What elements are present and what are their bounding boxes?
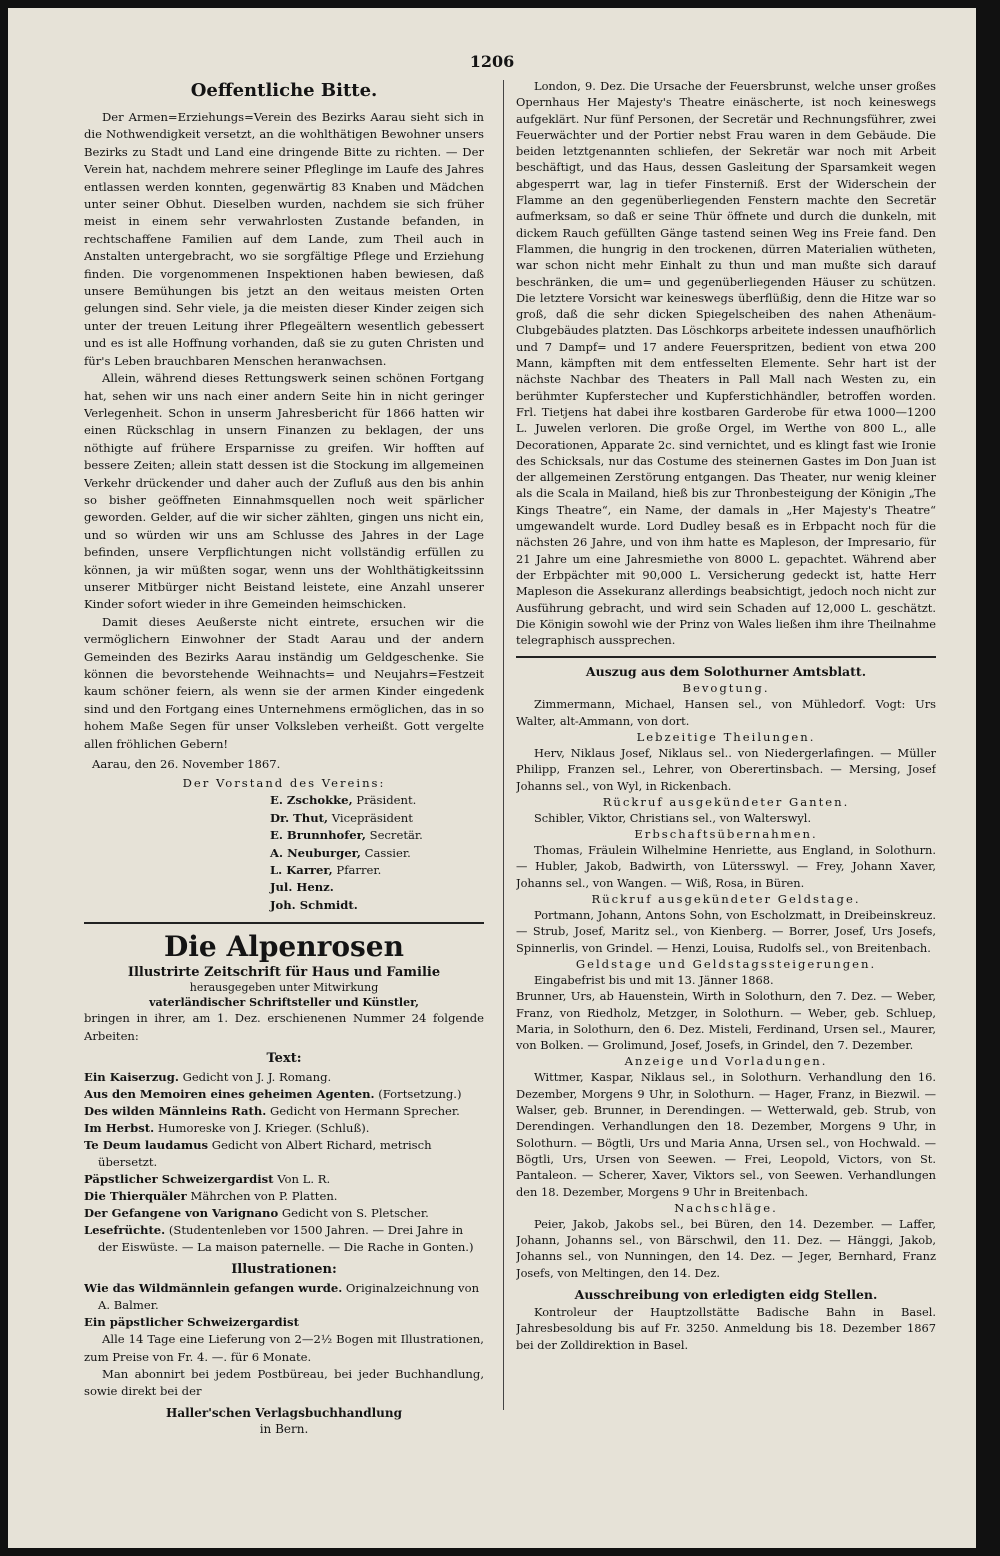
left-column xyxy=(84,78,484,1478)
list-item: Die Thierquäler Mährchen von P. Platten. xyxy=(84,1189,338,1204)
section-text: Thomas, Fräulein Wilhelmine Henriette, aus England, in Solothurn. — Hubler, Jakob, Badwirth, von Lütersswyl. — Frey, Johann Xaver, Johanns sel., von Wangen. — Wiß, Rosa, in Büren. xyxy=(516,843,936,890)
list-item: Der Gefangene von Varignano Gedicht von S. Pletscher. xyxy=(84,1206,429,1221)
section-text: Wittmer, Kaspar, Niklaus sel., in Solothurn. Verhandlung den 16. Dezember, Morgens 9 Uhr, in Solothurn. — Hager, Franz, in Biezwil. — Walser, geb. Brunner, in Derendingen. — Wetterwald, geb. Strub, von Derendingen. Verhandlungen den 18. Dezember, Morgens 9 Uhr, in Solothurn. — Bögtli, Urs und Maria Anna, Ursen sel., von Hochwald. — Bögtli, Urs, Ursen von Seewen. — Frei, Leopold, Victors, von St. Pantaleon. — Scherer, Xaver, Viktors sel., von Seewen. Verhandlungen den 18. Dezember, Morgens 9 Uhr in Breitenbach. xyxy=(516,1070,936,1199)
vacancy-heading: Ausschreibung von erledigten eidg Stellen. xyxy=(574,1287,878,1302)
section-text: Zimmermann, Michael, Hansen sel., von Mühledorf. Vogt: Urs Walter, alt-Ammann, von dort. xyxy=(516,697,936,728)
column-rule xyxy=(503,80,504,1410)
section-heading: Bevogtung. xyxy=(682,681,770,696)
ad-title: Die Alpenrosen xyxy=(164,930,404,964)
board-member: L. Karrer, Pfarrer. xyxy=(270,863,382,878)
ad-subtitle: Illustrirte Zeitschrift für Haus und Familie xyxy=(127,965,441,981)
publisher-city: in Bern. xyxy=(259,1421,309,1436)
newspaper-page xyxy=(8,8,976,1548)
section-text: Herv, Niklaus Josef, Niklaus sel.. von Niedergerlafingen. — Müller Philipp, Franzen sel., Lehrer, von Oberertinsbach. — Mersing, Josef Johanns sel., von Wyl, in Rickenbach. xyxy=(516,745,936,793)
board-member: E. Zschokke, Präsident. xyxy=(270,793,417,808)
list-item: Im Herbst. Humoreske von J. Krieger. (Schluß). xyxy=(84,1121,370,1136)
illustrations-heading: Illustrationen: xyxy=(231,1262,337,1278)
board-member: A. Neuburger, Cassier. xyxy=(270,845,411,860)
divider xyxy=(84,922,484,924)
list-item: Wie das Wildmännlein gefangen wurde. Originalzeichnung von A. Balmer. xyxy=(84,1281,480,1313)
list-item: Ein Kaiserzug. Gedicht von J. J. Romang. xyxy=(84,1070,332,1085)
ad-note: herausgegeben unter Mitwirkung xyxy=(189,981,379,995)
appeal-paragraph: Damit dieses Aeußerste nicht eintrete, ersuchen wir die vermöglichern Einwohner der Stadt Aarau und der andern Gemeinden des Bezirks Aarau inständig um Geldgeschenke. Sie können die bevorstehende Weihnachts= und Neujahrs=Festzeit kaum schöner feiern, als wenn sie der armen Kinder eingedenk sind und den Fortgang eines Unternehmens ermöglichen, das in so hohem Maße Segen für unser Volksleben verheißt. Gott vergelte allen fröhlichen Gebern! xyxy=(84,614,484,751)
list-item: Lesefrüchte. (Studentenleben vor 1500 Jahren. — Drei Jahre in der Eiswüste. — La maison paternelle. — Die Rache in Gonten.) xyxy=(84,1223,474,1255)
ad-note: vaterländischer Schriftsteller und Künstler, xyxy=(149,996,419,1010)
section-heading: Rückruf ausgekündeter Ganten. xyxy=(602,794,850,809)
section-heading: Nachschläge. xyxy=(674,1200,778,1215)
appeal-title: Oeffentliche Bitte. xyxy=(190,80,378,101)
section-heading: Lebzeitige Theilungen. xyxy=(636,729,816,744)
section-heading: Anzeige und Vorladungen. xyxy=(624,1054,828,1069)
board-intro: Der Vorstand des Vereins: xyxy=(182,776,386,791)
ad-body: Man abonnirt bei jedem Postbüreau, bei jeder Buchhandlung, sowie direkt bei der xyxy=(84,1366,484,1399)
appeal-paragraph: Allein, während dieses Rettungswerk seinen schönen Fortgang hat, sehen wir uns nach einer andern Seite hin in nicht geringer Verlegenheit. Schon in unserm Jahresbericht für 1866 hatten wir einen Rückschlag in unsern Finanzen zu beklagen, der uns nöthigte auf früherе Ersparnisse zu greifen. Wir hofften auf bessere Zeiten; allein statt dessen ist die Stockung im allgemeinen Verkehr drückender und daher auch der Zufluß aus den bis anhin so bisher geöffneten Einnahmsquellen noch weit spärlicher geworden. Gelder, auf die wir sicher zählten, gingen uns nicht ein, und so würden wir uns am Schlusse des Jahres in der Lage befinden, unsere Verpflichtungen nicht vollständig erfüllen zu können, ja wir müßten sogar, wenn uns der Wohlthätigkeitssinn unserer Mitbürger nicht Beistand leistete, eine Anzahl unserer Kinder sofort wieder in ihre Gemeinden heimschicken. xyxy=(84,371,484,612)
list-item: Aus den Memoiren eines geheimen Agenten. (Fortsetzung.) xyxy=(84,1087,462,1102)
section-heading: Geldstage und Geldstagssteigerungen. xyxy=(575,956,877,971)
text-heading: Text: xyxy=(266,1051,302,1067)
right-column xyxy=(516,78,936,1388)
ad-intro: bringen in ihrer, am 1. Dez. erschienenen Nummer 24 folgende Arbeiten: xyxy=(84,1011,484,1043)
section-heading: Rückruf ausgekündeter Geldstage. xyxy=(591,892,861,907)
section-text: Eingabefrist bis und mit 13. Jänner 1868. Brunner, Urs, ab Hauenstein, Wirth in Solothurn, den 7. Dez. — Weber, Franz, von Riedholz, Metzger, in Solothurn. — Weber, geb. Schluep, Maria, in Solothurn, den 6. Dez. Misteli, Ferdinand, Ursen sel., Maurer, von Bolken. — Grolimund, Josef, Josefs, in Grindel, den 7. Dezember. xyxy=(516,972,936,1053)
board-member: Joh. Schmidt. xyxy=(270,897,358,912)
appeal-paragraph: Der Armen=Erziehungs=Verein des Bezirks Aarau sieht sich in die Nothwendigkeit versetzt, an die wohlthätigen Bewohner unsers Bezirks zu Stadt und Land eine dringende Bitte zu richten. — Der Verein hat, nachdem mehrere seiner Pfleglinge im Laufe des Jahres entlassen werden konnten, gegenwärtig 83 Knaben und Mädchen unter seiner Obhut. Dieselben wurden, nachdem sie sich früher meist in einem sehr verwahrlosten Zustande befanden, in rechtschaffene Familien auf dem Lande, zum Theil auch in Anstalten untergebracht, wo sie sorgfältige Pflege und Erziehung finden. Die vorgenommenen Inspektionen haben bewiesen, daß unsere Bemühungen bis jetzt an den weitaus meisten Orten gelungen sind. Sehr viele, ja die meisten dieser Kinder zeigen sich unter der treuen Leitung ihrer Pflegeältern wesentlich gebessert und es ist alle Hoffnung vorhanden, daß sie zu guten Christen und für's Leben brauchbaren Menschen heranwachsen. xyxy=(84,110,484,368)
london-report: London, 9. Dez. Die Ursache der Feuersbrunst, welche unser großes Opernhaus Her Majesty's Theatre einäscherte, ist noch keineswegs aufgeklärt. Nur fünf Personen, der Secretär und Rechnungsführer, zwei Feuerwächter und der Portier nebst Frau waren in dem Gebäude. Die beiden letztgenannten schliefen, der Sekretär war noch mit Arbeit beschäftigt, und das Haus, dessen Gasleitung der Sparsamkeit wegen abgesperrt war, lag in tiefer Finsterniß. Erst der Widerschein der Flamme an den gegenüberliegenden Fenstern machte den Secretär aufmerksam, so daß er seine Thür öffnete und durch die dunkeln, mit dickem Rauch gefüllten Gänge tastend seinen Weg ins Freie fand. Den Flammen, die hungrig in den trockenen, dürren Materialien wütheten, war schon nicht mehr Einhalt zu thun und man mußte sich darauf beschränken, die um= und gegenüberliegenden Häuser zu schützen. Die letztere Vorsicht war keineswegs überflüßig, denn die Hitze war so groß, daß die sehr dicken Spiegelscheiben des nahen Athenäum-Clubgebäudes platzten. Das Löschkorps arbeitete indessen unaufhörlich und 7 Dampf= und 17 andere Feuerspritzen, bedient von etwa 200 Mann, kämpften mit dem entfesselten Elemente. Sehr hart ist der nächste Nachbar des Theaters in Pall Mall nach Westen zu, ein berühmter Kupferstecher und Kupferstichhändler, betroffen worden. Frl. Tietjens hat dabei ihre kostbaren Garderobe für etwa 1000—1200 L. Juwelen verloren. Die große Orgel, im Werthe von 800 L., alle Decorationen, Apparate 2c. sind vernichtet, und es klingt fast wie Ironie des Schicksals, nur das Costume des steinernen Gastes im Don Juan ist der allgemeinen Zerstörung entgangen. Das Theater, nur wenig kleiner als die Scala in Mailand, hieß bis zur Thronbesteigung der Königin „The Kings Theatre“, ein Name, der damals in „Her Majesty's Theatre“ umgewandelt wurde. Lord Dudley besaß es in Erbpacht noch für die nächsten 26 Jahre, und von ihm hatte es Mapleson, der Impresario, für 21 Jahre um eine Jahresmiethe von 8000 L. gepachtet. Während aber der Erbpächter mit 90,000 L. Versicherung gedeckt ist, hatte Herr Mapleson die Assekuranz allerdings beabsichtigt, jedoch noch nicht zur Ausführung gebracht, und wird sein Schaden auf 12,000 L. geschätzt. Die Königin sowohl wie der Prinz von Wales ließen ihm ihre Theilnahme telegraphisch aussprechen. xyxy=(516,79,936,648)
board-signatures xyxy=(84,775,484,914)
board-member: E. Brunnhofer, Secretär. xyxy=(270,828,423,843)
publisher: Haller'schen Verlagsbuchhandlung xyxy=(166,1405,402,1420)
amtsblatt-heading: Auszug aus dem Solothurner Amtsblatt. xyxy=(585,664,867,680)
list-item: Des wilden Männleins Rath. Gedicht von Hermann Sprecher. xyxy=(84,1104,460,1119)
ad-body: Alle 14 Tage eine Lieferung von 2—2½ Bogen mit Illustrationen, zum Preise von Fr. 4. —. für 6 Monate. xyxy=(84,1332,484,1364)
appeal-date: Aarau, den 26. November 1867. xyxy=(92,757,281,772)
page-number: 1206 xyxy=(469,52,515,71)
section-heading: Erbschaftsübernahmen. xyxy=(634,827,818,842)
section-text: Portmann, Johann, Antons Sohn, von Escholzmatt, in Dreibeinskreuz. — Strub, Josef, Maritz sel., von Kienberg. — Borrer, Josef, Urs Josefs, Spinnerlis, von Grindel. — Henzi, Louisa, Rudolfs sel., von Breitenbach. xyxy=(516,908,936,955)
section-text: Schibler, Viktor, Christians sel., von Walterswyl. xyxy=(534,810,812,825)
list-item: Ein päpstlicher Schweizergardist xyxy=(84,1315,299,1330)
vacancy-text: Kontroleur der Hauptzollstätte Badische Bahn in Basel. Jahresbesoldung bis auf Fr. 3250. Anmeldung bis 18. Dezember 1867 bei der Zolldirektion in Basel. xyxy=(516,1305,936,1352)
list-item: Te Deum laudamus Gedicht von Albert Richard, metrisch übersetzt. xyxy=(84,1138,432,1170)
board-member: Jul. Henz. xyxy=(270,880,334,895)
section-text: Peier, Jakob, Jakobs sel., bei Büren, den 14. Dezember. — Laffer, Johann, Johanns sel., von Bärschwil, den 11. Dez. — Hänggi, Jakob, Johanns sel., von Nunningen, den 14. Dez. — Jeger, Bernhard, Franz Josefs, von Meltingen, den 14. Dez. xyxy=(516,1216,936,1280)
divider xyxy=(516,656,936,658)
list-item: Päpstlicher Schweizergardist Von L. R. xyxy=(84,1172,331,1187)
board-member: Dr. Thut, Vicepräsident xyxy=(270,810,413,825)
